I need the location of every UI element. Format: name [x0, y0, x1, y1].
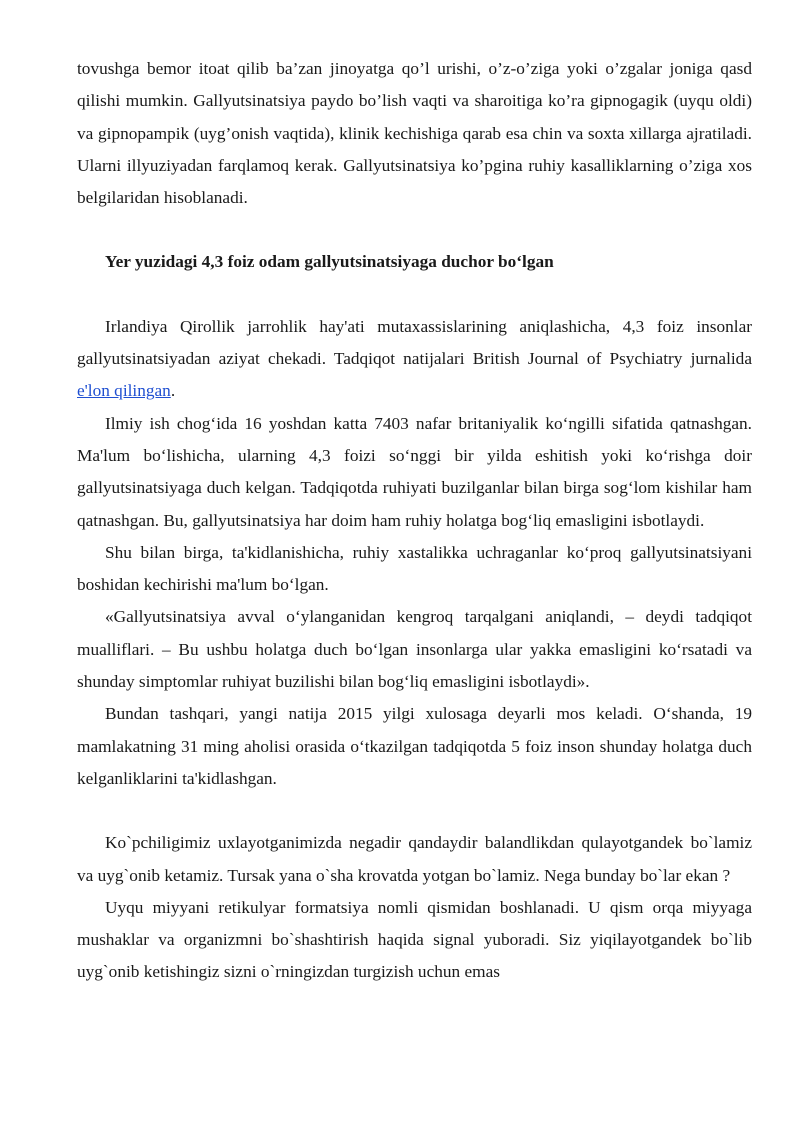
article-paragraph-5: Bundan tashqari, yangi natija 2015 yilgi xulosaga deyarli mos keladi. O‘shanda, 19 mamlakatning 31 ming aholisi orasida o‘tkazilgan tadqiqotda 5 foiz inson shunday holatga duch kelganliklarini ta'kidlashgan.	[77, 704, 752, 788]
sleep-paragraph-2: Uyqu miyyani retikulyar formatsiya nomli qismidan boshlanadi. U qism orqa miyyaga mushaklar va organizmni bo`shashtirish haqida signal yuboradi. Siz yiqilayotgandek bo`lib uyg`onib ketishingiz sizni o`rningizdan turgizish uchun emas	[77, 897, 752, 982]
article-paragraph-4: «Gallyutsinatsiya avval o‘ylanganidan kengroq tarqalgani aniqlandi, – deydi tadqiqot mualliflari. – Bu ushbu holatga duch bo‘lgan insonlarga ular yakka emasligini ko‘rsatadi va shunday simptomlar ruhiyat buzilishi bilan bog‘liq emasligini isbotlaydi».	[77, 607, 752, 692]
page-content	[77, 53, 752, 989]
sleep-paragraph-1: Ko`pchiligimiz uxlayotganimizda negadir qandaydir balandlikdan qulayotgandek bo`lamiz va uyg`onib ketamiz. Tursak yana o`sha krovatda yotgan bo`lamiz. Nega bunday bo`lar ekan ?	[77, 833, 752, 885]
article-paragraph-1-end: .	[170, 381, 176, 401]
paragraph-continuation: tovushga bemor itoat qilib ba’zan jinoyatga qo’l urishi, o’z-o’ziga yoki o’zgalar joniga qasd qilishi mumkin. Gallyutsinatsiya paydo bo’lish vaqti va sharoitiga ko’ra gipnogagik (uyqu oldi) va gipnopampik (uyg’onish vaqtida), klinik kechishiga qarab esa chin va soxta xillarga ajratiladi. Ularni illyuziyadan farqlamoq kerak. Gallyutsinatsiya ko’pgina ruhiy kasalliklarning o’ziga xos belgilaridan hisoblanadi.	[77, 59, 752, 208]
spacer	[77, 214, 752, 246]
article-paragraph-3: Shu bilan birga, ta'kidlanishicha, ruhiy xastalikka uchraganlar ko‘proq gallyutsinatsiyani boshidan kechirishi ma'lum bo‘lgan.	[77, 542, 752, 595]
article-paragraph-2: Ilmiy ish chog‘ida 16 yoshdan katta 7403 nafar britaniyalik ko‘ngilli sifatida qatnashgan. Ma'lum bo‘lishicha, ularning 4,3 foizi so‘nggi bir yilda eshitish yoki ko‘rishga doir gallyutsinatsiyaga duch kelgan. Tadqiqotda ruhiyati buzilganlar bilan birga sog‘lom kishilar ham qatnashgan. Bu, gallyutsinatsiya har doim ham ruhiy holatga bog‘liq emasligini isbotlaydi.	[77, 413, 752, 530]
section-heading: Yer yuzidagi 4,3 foiz odam gallyutsinatsiyaga duchor bo‘lgan	[105, 252, 554, 272]
spacer	[77, 279, 752, 311]
article-paragraph-1-text: Irlandiya Qirollik jarrohlik hay'ati mutaxassislarining aniqlashicha, 4,3 foiz insonlar gallyutsinatsiyadan aziyat chekadi. Tadqiqot natijalari British Journal of Psychiatry jurnalida	[77, 316, 752, 369]
journal-link[interactable]: e'lon qilingan	[77, 381, 171, 401]
spacer	[77, 795, 752, 827]
article-paragraph-1	[77, 311, 752, 408]
